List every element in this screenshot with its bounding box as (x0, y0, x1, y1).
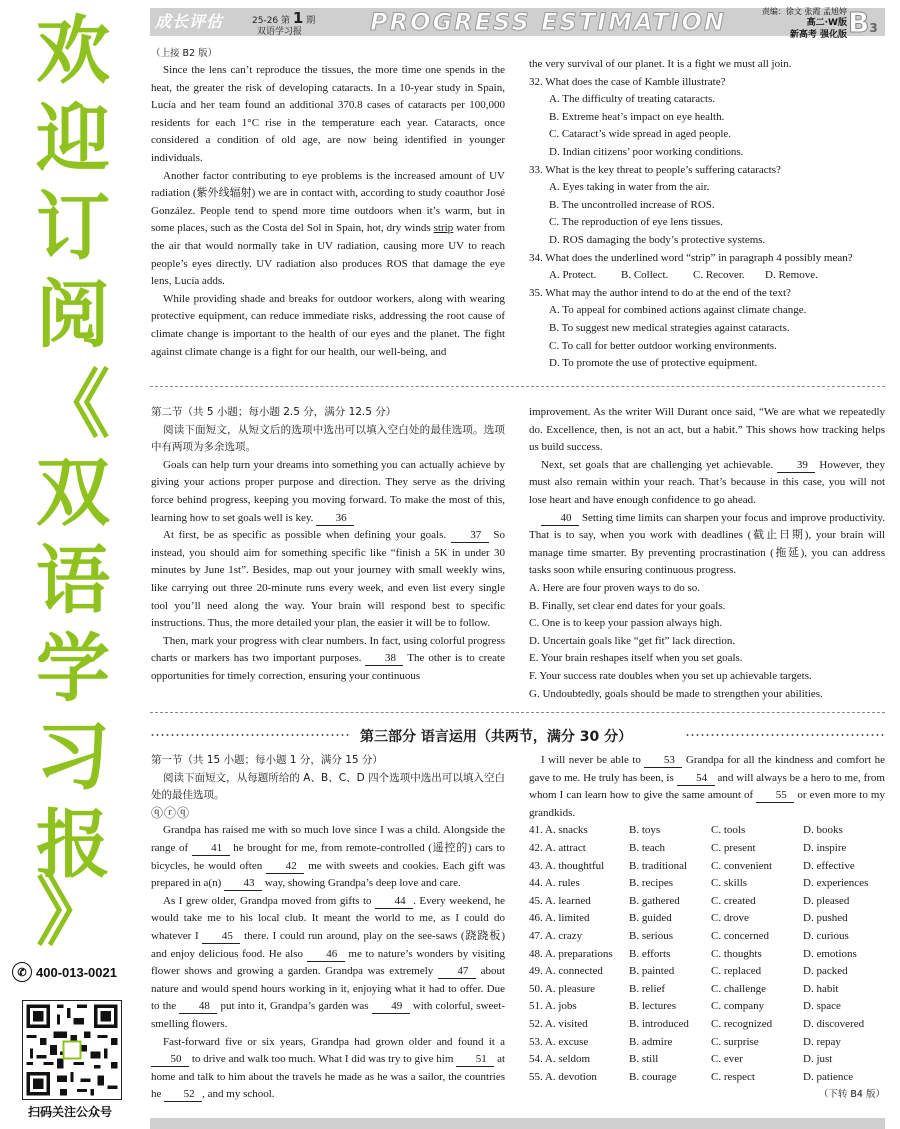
option: D. Indian citizens’ poor working conditions. (549, 145, 744, 158)
vocab-option: B. painted (629, 965, 675, 978)
vocab-option: C. company (711, 1000, 765, 1013)
paragraph: Grandpa has raised me with so much love since I was a child. Alongside the range of 41 he brought for me, from remote-controlled (遥控的) cars to bicycles, he would often 42 me with sweets and cookies. Each gift was prepared in a(n) 43 way, showing Grandpa’s deep love and care. (151, 824, 506, 890)
vocab-option: B. traditional (629, 859, 688, 872)
vocab-option: C. surprise (711, 1035, 759, 1048)
vocab-option: D. curious (803, 929, 849, 942)
option: A. Protect. (549, 269, 597, 282)
divider (150, 386, 885, 387)
vocab-option: B. serious (629, 929, 673, 942)
vocab-option: B. toys (629, 824, 661, 837)
ornament-icon: ⓠⓡⓠ (151, 805, 191, 820)
option: D. ROS damaging the body’s protective systems. (549, 233, 766, 246)
option: C. To call for better outdoor working environments. (549, 339, 777, 352)
issue-num: 1 (292, 9, 304, 27)
paragraph: At first, be as specific as possible when defining your goals. 37 So instead, you should aim for something specific like “finish a 5K in under 30 minutes by June 1st”. Besides, map out your journey with small weekly wins, like carrying out three 20-minute runs every week, and even list every single tool you’ll need along the way. Your brain will respond best to specific instructions. Thus, the more detailed your plan, the easier it will be to follow. (151, 529, 505, 630)
paragraph: 40 Setting time limits can sharpen your focus and improve productivity. That is to say, when you work with deadlines (截止日期), your brain will manage time smarter. By preventing procrastination (拖延), you can address tasks soon while ensuring continuous progress. (529, 511, 885, 577)
dots-right (685, 733, 885, 737)
vocab-option: 50. A. pleasure (529, 982, 595, 995)
continued-to: （下转 B4 版） (818, 1089, 885, 1101)
blank-48[interactable]: 48 (179, 1000, 217, 1014)
vocab-option: C. ever (711, 1053, 743, 1066)
sidebar-char: 习 (36, 714, 110, 800)
vocab-option: D. inspire (803, 841, 847, 854)
vocab-option: B. introduced (629, 1017, 689, 1030)
edition: 新高考 强化版 (789, 30, 847, 40)
option: A. To appeal for combined actions against climate change. (549, 304, 807, 317)
vocab-option: C. thoughts (711, 947, 762, 960)
sidebar-char: 双 (36, 450, 110, 536)
paragraph: While providing shade and breaks for outdoor workers, along with wearing protective equipment, can reduce immediate risks, addressing the root cause of climate change is important to the health of our eyes and the planet. The fight against climate change is a fight for our health, our well-being, and (151, 292, 505, 358)
blank-38[interactable]: 38 (365, 652, 403, 666)
vocab-option: C. concerned (711, 929, 770, 942)
vocab-option: D. repay (803, 1035, 841, 1048)
qr-caption: 扫码关注公众号 (27, 1105, 112, 1119)
choice: G. Undoubtedly, goals should be made to strengthen your abilities. (529, 687, 823, 700)
vocab-option: 47. A. crazy (529, 929, 583, 942)
paragraph: Fast-forward five or six years, Grandpa had grown older and found it a 50 to drive and walk too much. What I did was try to give him 51 at home and talk to him about the travels he made as he was a sailor, the countries he 52 , and my school. (151, 1035, 506, 1101)
vocab-option: 44. A. rules (529, 877, 580, 890)
vocab-option: D. pushed (803, 912, 848, 925)
vocab-option: D. experiences (803, 877, 869, 890)
vocab-option: 48. A. preparations (529, 947, 613, 960)
option: A. Eyes taking in water from the air. (549, 181, 710, 194)
paragraph: Next, set goals that are challenging yet achievable. 39 However, they must also remain within your reach. That’s because in this case, you will not lose heart and have enough confidence to go ahead. (529, 458, 885, 506)
blank-37[interactable]: 37 (451, 529, 489, 543)
sidebar-char: 《 (36, 362, 110, 448)
paragraph: Then, mark your progress with clear numbers. In fact, using colorful progress charts or markers has two important purposes. 38 The other is to create opportunities for timely correction, ensuring your continuous (151, 634, 505, 682)
section-title: 第二节（共 5 小题；每小题 2.5 分，满分 12.5 分） (151, 406, 397, 418)
grade: 高二·W版 (806, 18, 847, 28)
vocab-option: 45. A. learned (529, 894, 591, 907)
issue-prefix: 25-26 第 (252, 16, 291, 26)
vocab-option: B. teach (629, 841, 666, 854)
option-row (529, 267, 885, 285)
vocab-option: B. efforts (629, 947, 671, 960)
passage-c-left (151, 46, 505, 361)
blank-49[interactable]: 49 (372, 1000, 410, 1014)
blank-45[interactable]: 45 (202, 930, 240, 944)
vocab-options (529, 822, 885, 1086)
choice: C. One is to keep your passion always high. (529, 617, 723, 630)
blank-50[interactable]: 50 (151, 1053, 189, 1067)
issue-suffix: 期 (306, 16, 316, 26)
sidebar-char: 语 (36, 538, 110, 624)
vocab-option: C. drove (711, 912, 749, 925)
vocab-option: C. present (711, 841, 756, 854)
vocab-option: D. emotions (803, 947, 857, 960)
cloze-left (151, 752, 505, 1104)
vocab-option: B. recipes (629, 877, 673, 890)
option: D. To promote the use of protective equipment. (549, 357, 758, 370)
vocab-option: B. lectures (629, 1000, 677, 1013)
instructions: 阅读下面短文，从每题所给的 A、B、C、D 四个选项中选出可以填入空白处的最佳选项。 (151, 771, 505, 802)
section2-left (151, 404, 505, 686)
vocab-option: C. tools (711, 824, 746, 837)
vocab-option: D. books (803, 824, 843, 837)
paragraph: Since the lens can’t reproduce the tissues, the more time one spends in the heat, the greater the risk of developing cataracts. In a 10-year study in Spain, Lucía and her team found an additional 370.8 cases of cataracts per 100,000 residents for each 1°C rise in the temperature each year. Cataracts, once considered a condition of old age, are now being identified in younger individuals. (151, 64, 505, 164)
option: C. The reproduction of eye lens tissues. (549, 216, 723, 229)
phone-line (12, 962, 117, 982)
page-num: 3 (869, 21, 878, 35)
vocab-option: 52. A. visited (529, 1017, 588, 1030)
vocab-option: C. challenge (711, 982, 766, 995)
question: 34. What does the underlined word “strip” in paragraph 4 possibly mean? (529, 251, 853, 264)
phone-number: 400-013-0021 (36, 964, 117, 980)
part3-title: 第三部分 语言运用（共两节，满分 30 分） (360, 729, 633, 745)
vocab-option: 42. A. attract (529, 841, 586, 854)
blank-55[interactable]: 55 (756, 789, 794, 803)
paragraph: Another factor contributing to eye problems is the increased amount of UV radiation (紫外线辐射) we are in contact with, according to study coauthor José González. People tend to spend more time outdoors when it’s warm, but in some places, such as the Costa del Sol in Spain, hot, dry winds strip water from the air that would normally take in UV radiation, causing more UV to reach people’s eyes directly. UV radiation also produces ROS that damage the eye lens, Lucía adds. (151, 169, 506, 288)
sidebar-char: 学 (36, 626, 110, 712)
option: B. The uncontrolled increase of ROS. (549, 198, 715, 211)
paragraph: As I grew older, Grandpa moved from gifts to 44 . Every weekend, he would take me to his local club. It meant the world to me, as I could do whatever I 45 there. I could run around, play on the see-saws (跷跷板) and enjoy delicious food. He also 46 me to nature’s wonders by visiting flower shows and growing a garden. Grandpa was extremely 47 about nature and would spend hours working in it, enjoying what it had to offer. Due to the 48 put into it, Grandpa’s garden was 49 with colorful, sweet-smelling flowers. (151, 894, 506, 1030)
brand-logo: 成长评估 (155, 12, 224, 31)
blank-54[interactable]: 54 (677, 772, 715, 786)
vocab-option: B. courage (629, 1070, 677, 1083)
qr-code-icon[interactable] (22, 1000, 122, 1100)
paragraph: the very survival of our planet. It is a fight we must all join. (529, 58, 792, 70)
vocab-option: 54. A. seldom (529, 1053, 591, 1066)
option: D. Remove. (765, 269, 818, 282)
blank-40[interactable]: 40 (541, 512, 579, 526)
footer-band (150, 1118, 885, 1129)
vocab-option: D. discovered (803, 1017, 865, 1030)
paragraph: I will never be able to 53 Grandpa for all the kindness and comfort he gave to me. He truly has been, is 54 and will always be a hero to me, from whom I can learn how to give the same amount of 55 or even more to my grandkids. (529, 754, 886, 819)
vocab-option: B. admire (629, 1035, 673, 1048)
blank-36[interactable]: 36 (316, 512, 354, 526)
blank-46[interactable]: 46 (307, 948, 345, 962)
sidebar-char: 》 (36, 870, 110, 956)
vocab-option: C. respect (711, 1070, 755, 1083)
sidebar-char: 报 (36, 802, 110, 888)
vocab-option: B. gathered (629, 894, 680, 907)
divider (150, 712, 885, 713)
vocab-option: 46. A. limited (529, 912, 590, 925)
page-letter: B (848, 6, 870, 39)
question: 33. What is the key threat to people’s suffering cataracts? (529, 163, 781, 176)
paragraph: improvement. As the writer Will Durant once said, “We are what we repeatedly do. Excellence, then, is not an act, but a habit.” This shows how tracking helps us build success. (529, 406, 885, 454)
vocab-option: B. guided (629, 912, 672, 925)
dots-left (150, 733, 350, 737)
option: B. To suggest new medical strategies against cataracts. (549, 321, 790, 334)
vocab-option: D. habit (803, 982, 839, 995)
option: A. The difficulty of treating cataracts. (549, 93, 716, 106)
option: B. Extreme heat’s impact on eye health. (549, 110, 725, 123)
vocab-option: D. effective (803, 859, 855, 872)
blank-51[interactable]: 51 (456, 1053, 494, 1067)
paper-name: 双语学习报 (257, 27, 303, 37)
vocab-option: D. pleased (803, 894, 850, 907)
choice: E. Your brain reshapes itself when you set goals. (529, 652, 743, 665)
choice: D. Uncertain goals like “get fit” lack direction. (529, 634, 736, 647)
blank-44[interactable]: 44 (375, 895, 413, 909)
sidebar-char: 欢 (36, 8, 110, 94)
vocab-option: B. relief (629, 982, 666, 995)
option: C. Recover. (693, 269, 745, 282)
question: 35. What may the author intend to do at the end of the text? (529, 286, 791, 299)
vocab-option: B. still (629, 1053, 659, 1066)
choice: F. Your success rate doubles when you set up achievable targets. (529, 669, 812, 682)
banner-title: PROGRESS ESTIMATION (370, 8, 727, 36)
blank-41[interactable]: 41 (192, 842, 230, 856)
choice: B. Finally, set clear end dates for your goals. (529, 599, 726, 612)
vocab-option: 55. A. devotion (529, 1070, 597, 1083)
cloze-right (529, 752, 885, 1104)
sidebar-char: 阅 (36, 272, 110, 358)
edition-info (712, 6, 847, 41)
vocab-option: D. patience (803, 1070, 854, 1083)
section-title: 第一节（共 15 小题；每小题 1 分，满分 15 分） (151, 754, 383, 766)
page-label (848, 6, 878, 39)
blank-52[interactable]: 52 (164, 1088, 202, 1102)
vocab-option: 49. A. connected (529, 965, 603, 978)
editors: 责编：徐文 张霞 孟旭婷 (761, 7, 847, 16)
continued-from: （上接 B2 版） (151, 48, 218, 59)
choice: A. Here are four proven ways to do so. (529, 581, 701, 594)
vocab-option: D. just (803, 1053, 833, 1066)
sidebar-char: 迎 (36, 96, 110, 182)
vocab-option: 53. A. excuse (529, 1035, 589, 1048)
option: C. Cataract’s wide spread in aged people. (549, 128, 732, 141)
blank-43[interactable]: 43 (224, 877, 262, 891)
underlined-word: strip (433, 222, 454, 235)
section2-right (529, 404, 885, 703)
vocab-option: 41. A. snacks (529, 824, 588, 837)
paragraph: Goals can help turn your dreams into something you can actually achieve by giving your actions proper purpose and direction. They serve as the driving force behind progress, keeping you moving forward. To make the most of this, learning how to set goals well is key. 36 (151, 458, 505, 524)
blank-42[interactable]: 42 (266, 860, 304, 874)
blank-47[interactable]: 47 (438, 965, 476, 979)
vocab-option: C. created (711, 894, 756, 907)
vocab-option: C. skills (711, 877, 748, 890)
vocab-option: 51. A. jobs (529, 1000, 577, 1013)
vocab-option: 43. A. thoughtful (529, 859, 605, 872)
vocab-option: C. convenient (711, 859, 773, 872)
phone-icon: ✆ (12, 962, 32, 982)
option: B. Collect. (621, 269, 669, 282)
vocab-option: D. space (803, 1000, 841, 1013)
blank-39[interactable]: 39 (777, 459, 815, 473)
sidebar (0, 0, 140, 1129)
sidebar-char: 订 (36, 184, 110, 270)
vocab-option: D. packed (803, 965, 848, 978)
blank-53[interactable]: 53 (644, 754, 682, 768)
question: 32. What does the case of Kamble illustrate? (529, 75, 726, 88)
vocab-option: C. recognized (711, 1017, 773, 1030)
instructions: 阅读下面短文，从短文后的选项中选出可以填入空白处的最佳选项。选项中有两项为多余选项。 (151, 423, 505, 454)
questions-32-35 (529, 56, 885, 373)
vocab-option: C. replaced (711, 965, 762, 978)
